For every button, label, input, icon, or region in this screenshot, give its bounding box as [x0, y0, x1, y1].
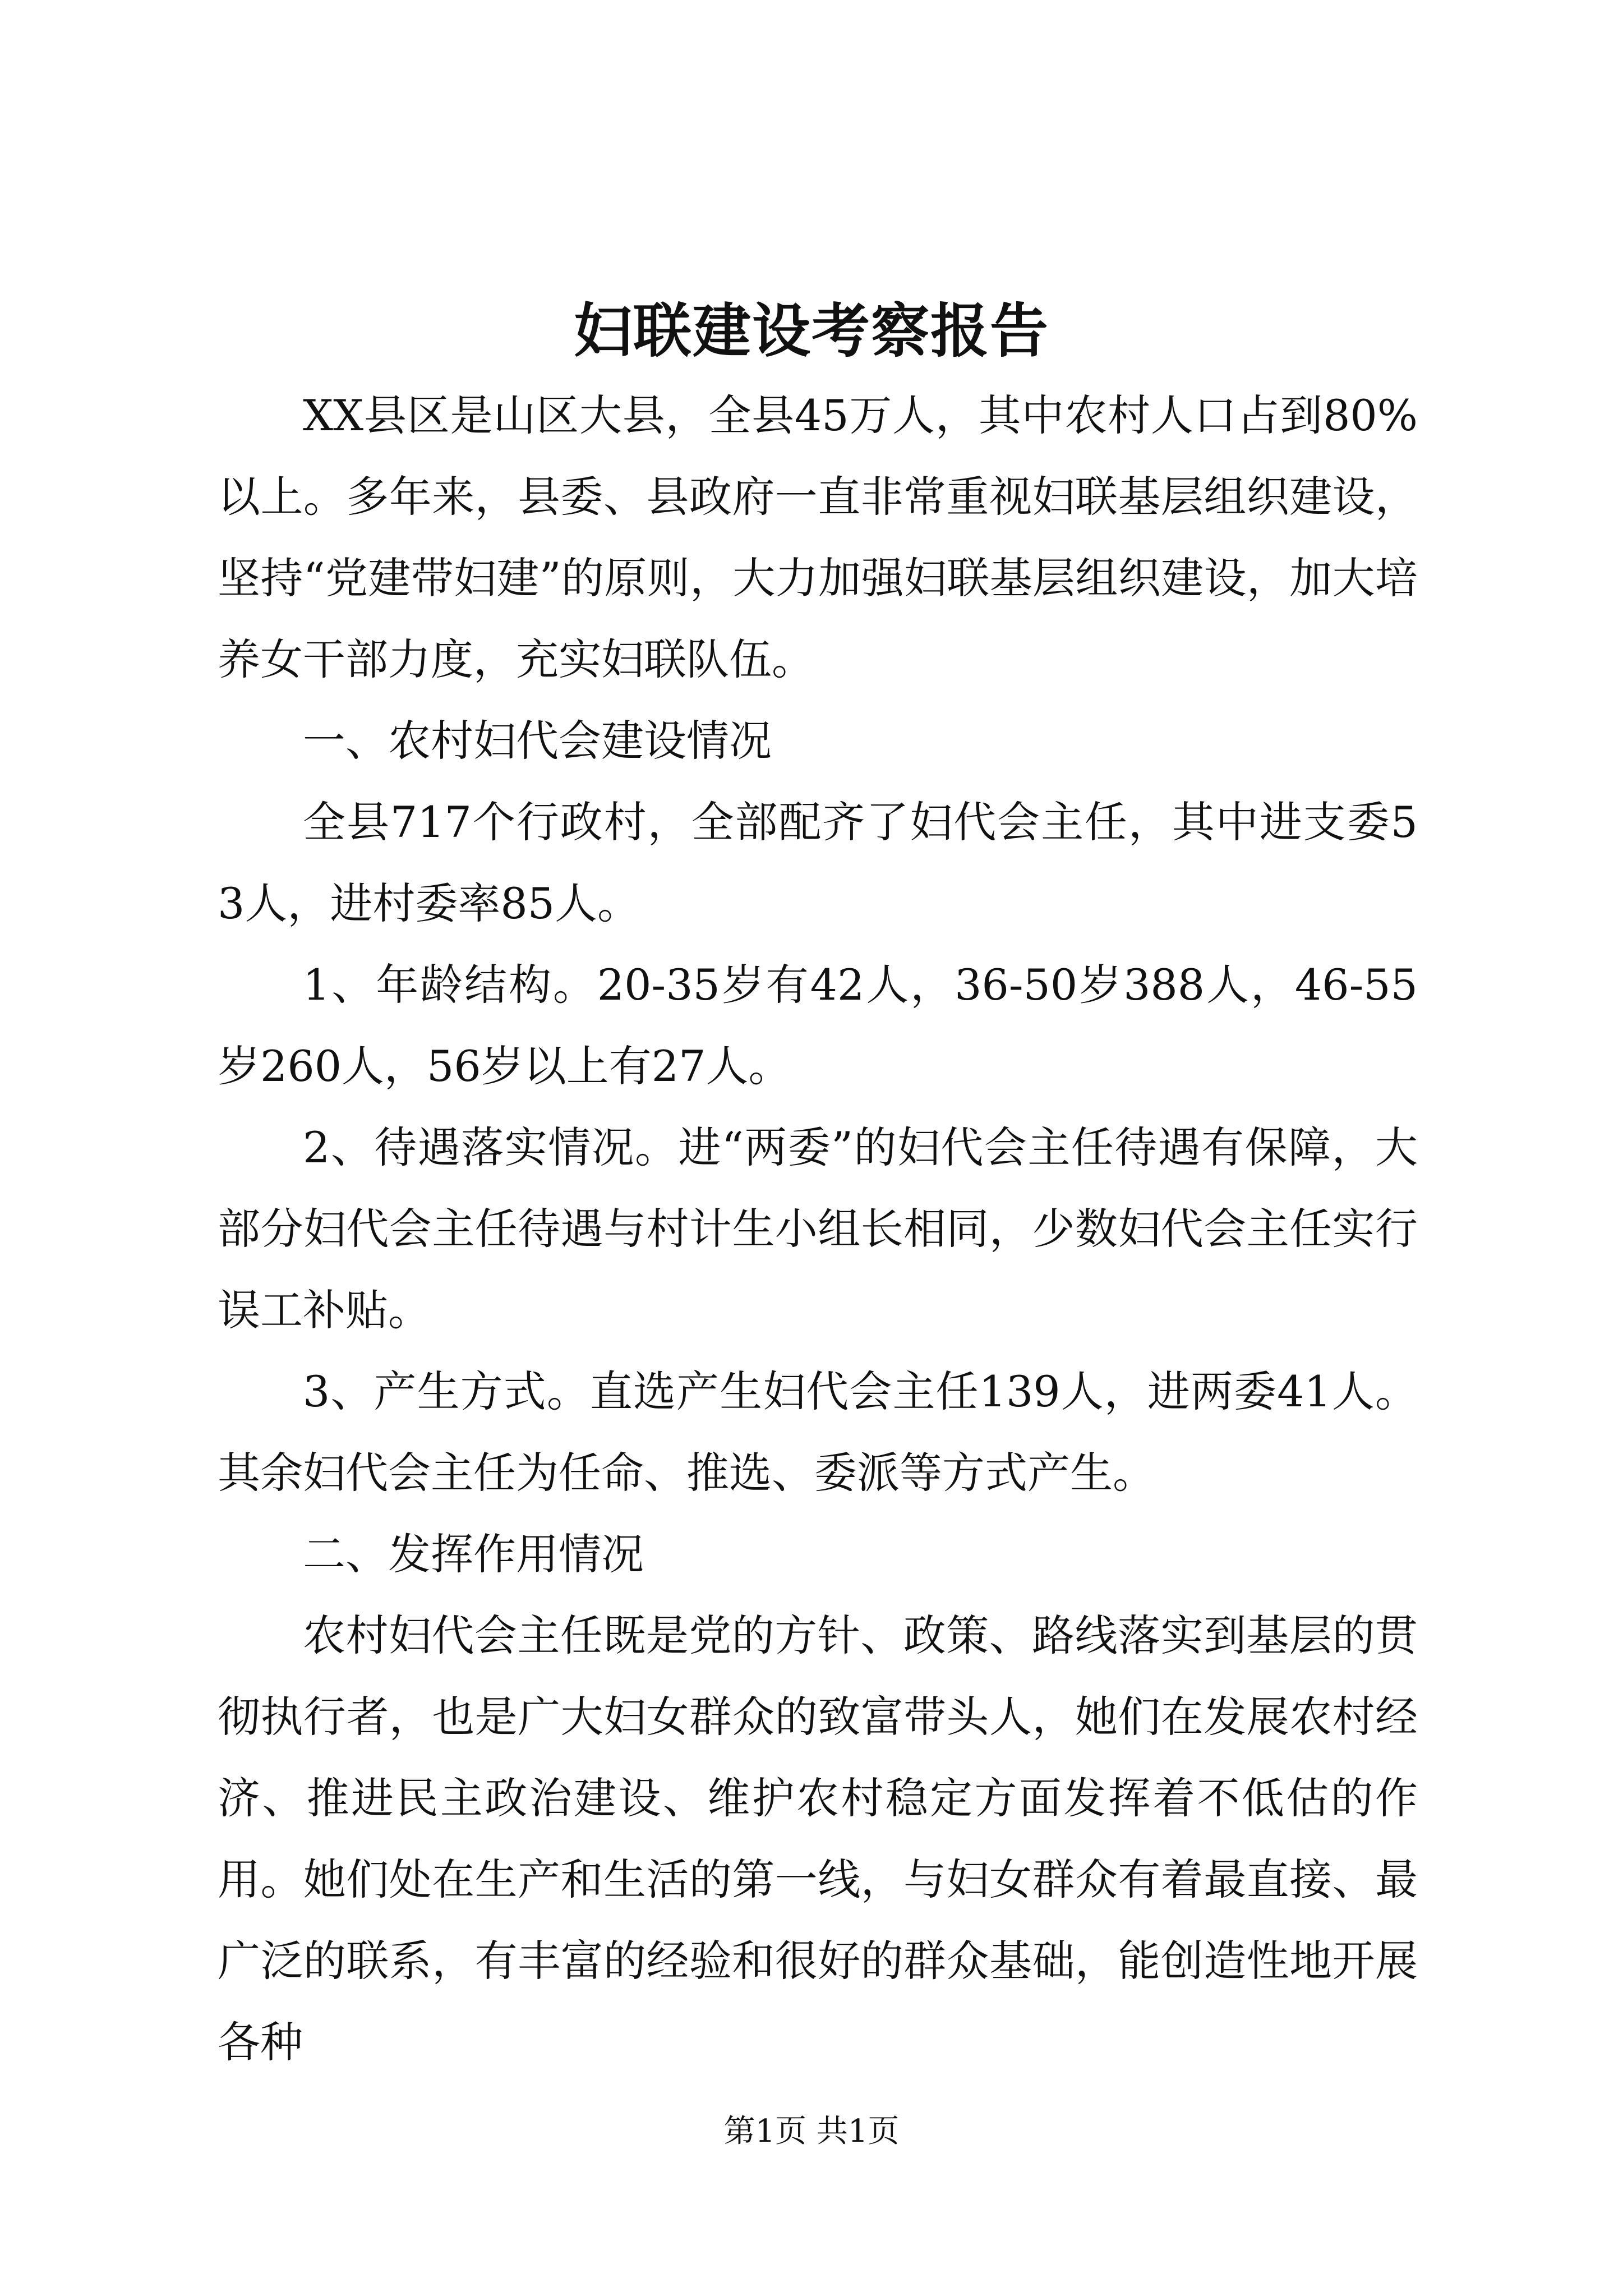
document-title: 妇联建设考察报告: [573, 296, 1049, 365]
paragraph-role: 农村妇代会主任既是党的方针、政策、路线落实到基层的贯彻执行者，也是广大妇女群众的致富带头人，她们在发展农村经济、推进民主政治建设、维护农村稳定方面发挥着不低估的作用。她们处在生产和生活的第一线，与妇女群众有着最直接、最广泛的联系，有丰富的经验和很好的群众基础，能创造性地开展各种: [218, 1611, 1418, 2067]
paragraph-benefits: 2、待遇落实情况。进“两委”的妇代会主任待遇有保障，大部分妇代会主任待遇与村计生小组长相同，少数妇代会主任实行误工补贴。: [218, 1122, 1418, 1335]
paragraph-intro: XX县区是山区大县，全县45万人，其中农村人口占到80%以上。多年来，县委、县政府一直非常重视妇联基层组织建设，坚持“党建带妇建”的原则，大力加强妇联基层组织建设，加大培养女干部力度，充实妇联队伍。: [218, 390, 1418, 684]
paragraph-selection-method: 3、产生方式。直选产生妇代会主任139人，进两委41人。其余妇代会主任为任命、推选、委派等方式产生。: [218, 1366, 1418, 1498]
paragraph-village-count: 全县717个行政村，全部配齐了妇代会主任，其中进支委53人，进村委率85人。: [218, 797, 1418, 928]
page-footer: 第1页 共1页: [723, 2113, 900, 2150]
paragraph-age-structure: 1、年龄结构。20-35岁有42人，36-50岁388人，46-55岁260人，56岁以上有27人。: [218, 960, 1418, 1091]
section-heading-1: 一、农村妇代会建设情况: [303, 716, 772, 766]
section-heading-2: 二、发挥作用情况: [303, 1529, 644, 1579]
document-body: [218, 375, 1418, 2083]
